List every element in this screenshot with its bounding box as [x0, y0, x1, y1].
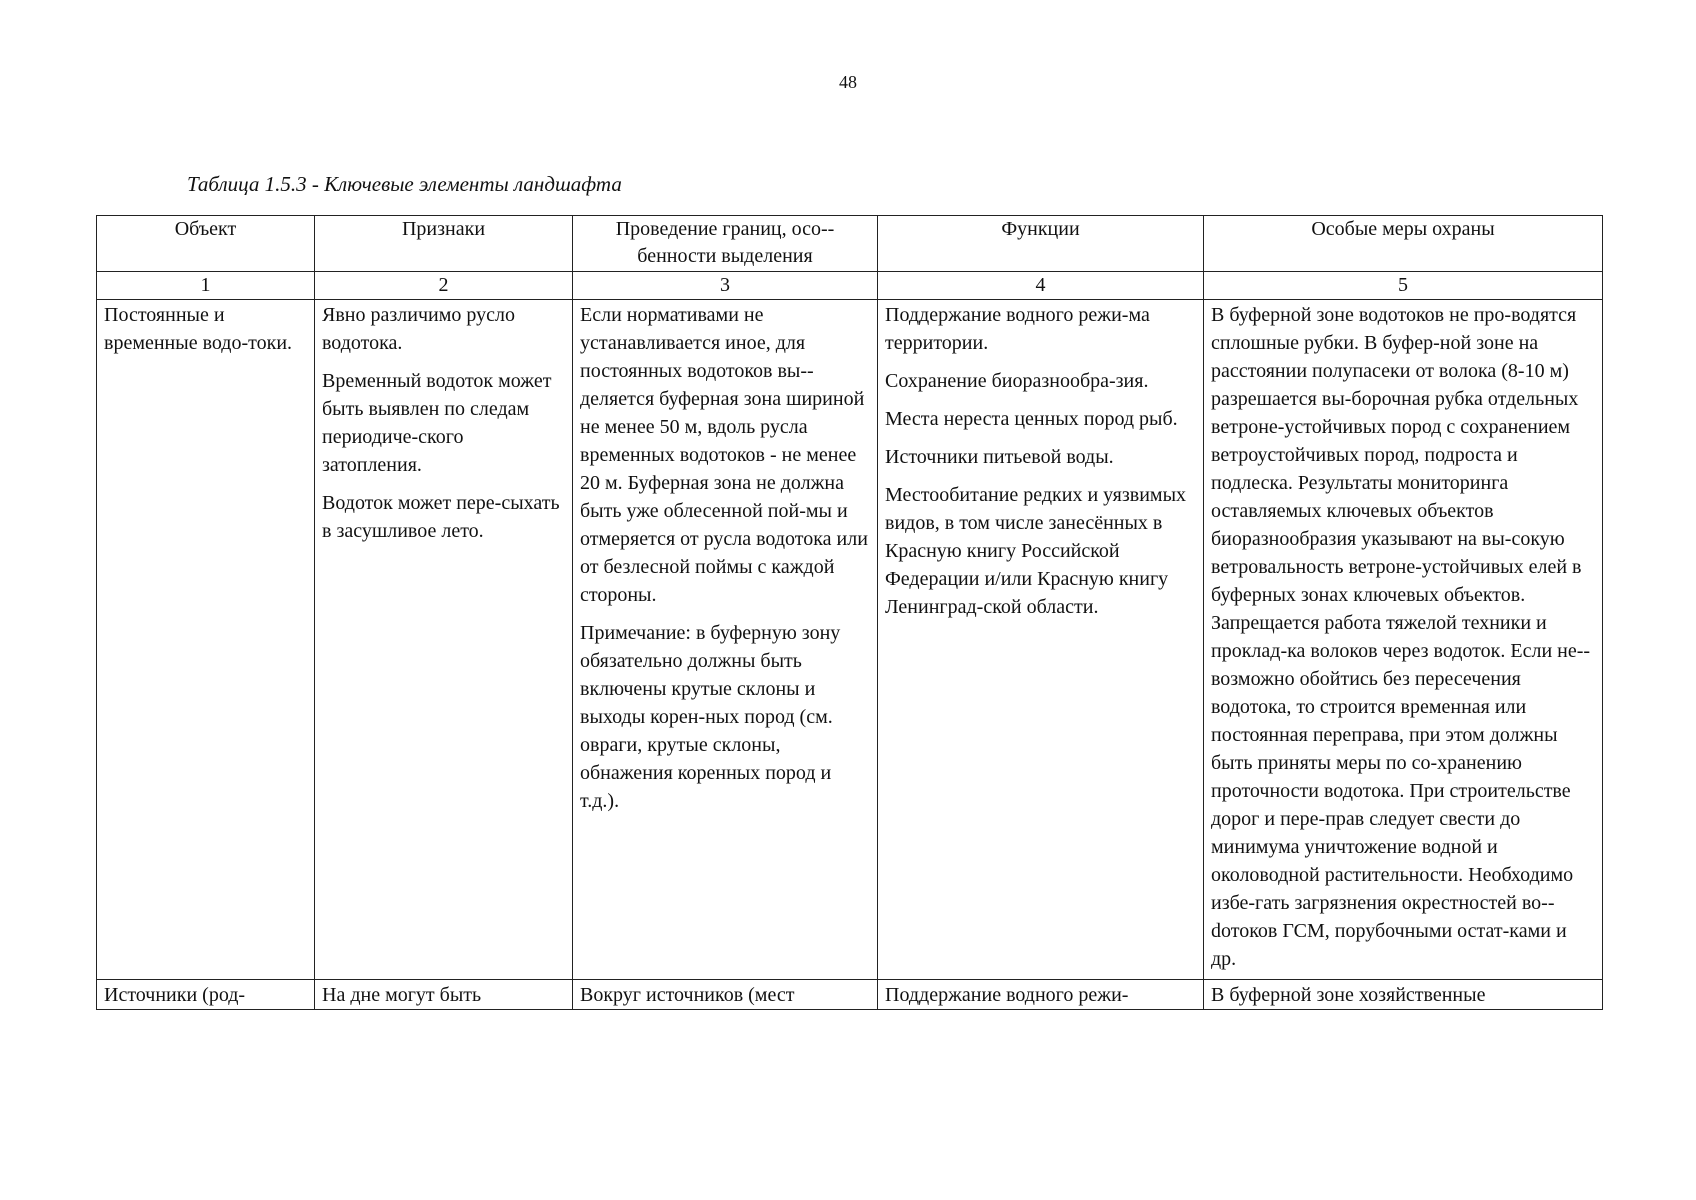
table-row-partial	[97, 980, 1603, 1010]
signs-paragraph: Явно различимо русло водотока.	[322, 304, 515, 354]
column-number: 3	[573, 272, 878, 300]
boundaries-paragraph: Если нормативами не устанавливается иное, для постоянных водотоков вы-деляется буферная зона шириной не менее 50 м, вдоль русла временных водотоков - не менее 20 м. Буферная зона не должна быть уже облесенной пой-мы и отмеряется от русла водотока или от безлесной поймы с каждой стороны.	[580, 304, 868, 606]
protection-cell: В буферной зоне хозяйственные	[1204, 980, 1603, 1010]
column-number: 1	[97, 272, 315, 300]
boundaries-note: Примечание: в буферную зону обязательно должны быть включены крутые склоны и выходы корен-ных пород (см. овраги, крутые склоны, обнажения коренных пород и т.д.).	[580, 622, 841, 812]
functions-paragraph: Поддержание водного режи-ма территории.	[885, 304, 1150, 354]
header-protection: Особые меры охраны	[1204, 216, 1603, 272]
object-cell: Источники (род-	[97, 980, 315, 1010]
signs-paragraph: Водоток может пере-сыхать в засушливое лето.	[322, 492, 560, 542]
functions-paragraph: Источники питьевой воды.	[885, 446, 1114, 468]
functions-cell	[878, 300, 1204, 980]
table-header-row	[97, 216, 1603, 272]
page-number: 48	[839, 72, 857, 92]
object-cell: Постоянные и временные водо-токи.	[97, 300, 315, 980]
header-signs: Признаки	[315, 216, 573, 272]
boundaries-cell: Вокруг источников (мест	[573, 980, 878, 1010]
table-caption: Таблица 1.5.3 - Ключевые элементы ландшафта	[187, 172, 622, 196]
protection-paragraph: В буферной зоне водотоков не про-водятся сплошные рубки. В буфер-ной зоне на расстоянии полупасеки от волока (8-10 м) разрешается вы-борочная рубка отдельных ветроне-устойчивых пород с сохранением ветроустойчивых пород, подроста и подлеска. Результаты мониторинга оставляемых ключевых объектов биоразнообразия указывают на вы-сокую ветровальность ветроне-устойчивых елей в буферных зонах ключевых объектов. Запрещается работа тяжелой техники и проклад-ка волоков через водоток. Если не-возможно обойтись без пересечения водотока, то строится временная или постоянная переправа, при этом должны быть приняты меры по со-хранению проточности водотока. При строительстве дорог и пере-прав следует свести до минимума уничтожение водной и околоводной растительности. Необходимо избе-гать загрязнения окрестностей во-dотоков ГСМ, порубочными остат-ками и др.	[1211, 304, 1591, 970]
column-number: 2	[315, 272, 573, 300]
signs-cell	[315, 300, 573, 980]
table-row	[97, 300, 1603, 980]
functions-cell: Поддержание водного режи-	[878, 980, 1204, 1010]
signs-cell: На дне могут быть	[315, 980, 573, 1010]
column-number: 5	[1204, 272, 1603, 300]
functions-paragraph: Местообитание редких и уязвимых видов, в том числе занесённых в Красную книгу Российской Федерации и/или Красную книгу Ленинград-ской области.	[885, 484, 1187, 618]
column-number-row	[97, 272, 1603, 300]
header-boundaries: Проведение границ, осо-бенности выделения	[573, 216, 878, 272]
landscape-elements-table	[96, 215, 1603, 1010]
header-functions: Функции	[878, 216, 1204, 272]
functions-paragraph: Места нереста ценных пород рыб.	[885, 408, 1178, 430]
functions-paragraph: Сохранение биоразнообра-зия.	[885, 370, 1149, 392]
signs-paragraph: Временный водоток может быть выявлен по следам периодиче-ского затопления.	[322, 370, 552, 476]
protection-cell	[1204, 300, 1603, 980]
column-number: 4	[878, 272, 1204, 300]
boundaries-cell	[573, 300, 878, 980]
header-object: Объект	[97, 216, 315, 272]
